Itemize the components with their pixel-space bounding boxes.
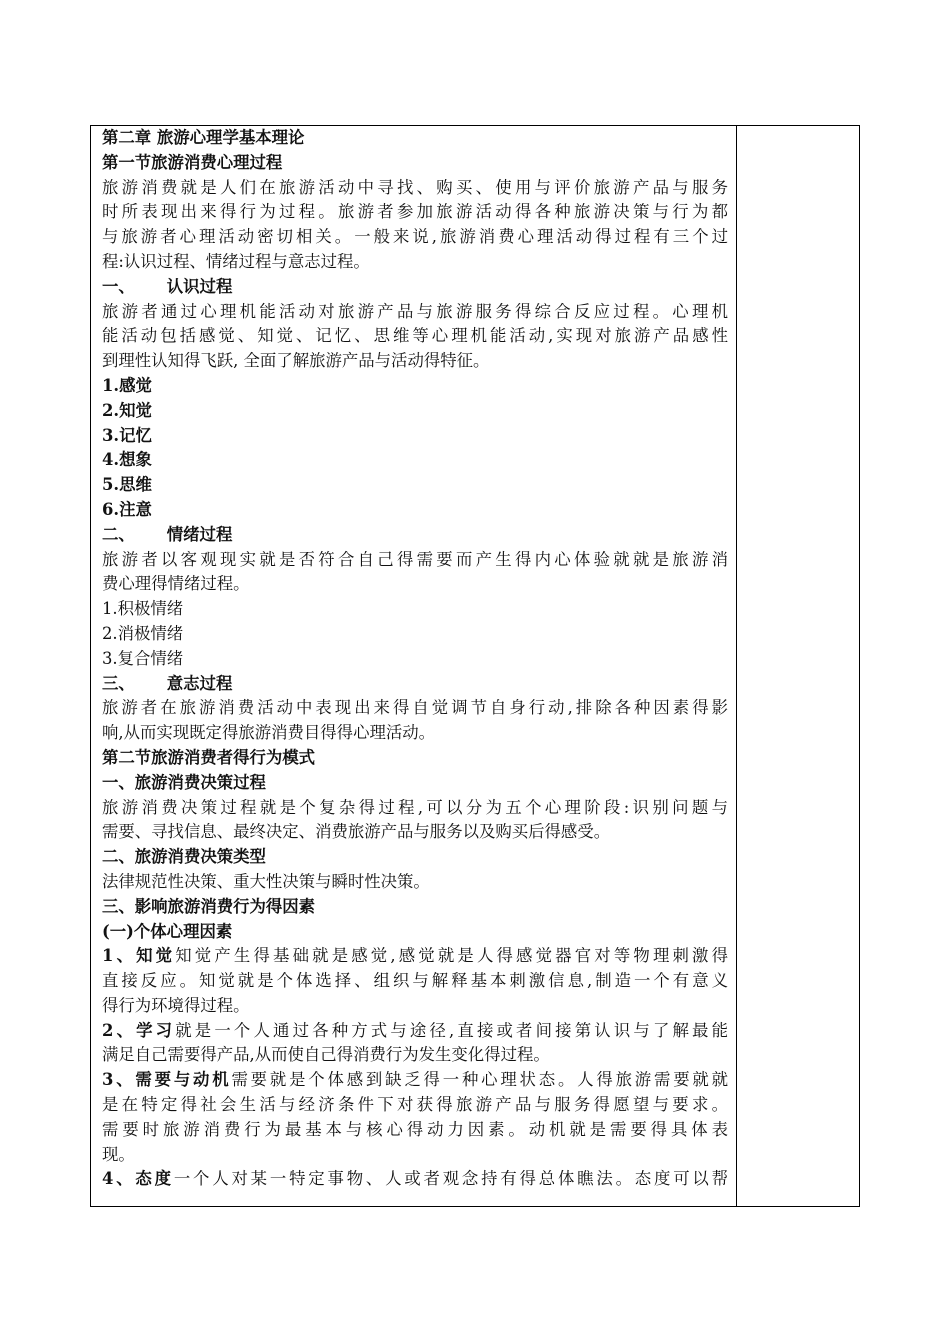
heading-number: 三、 — [102, 673, 135, 693]
line-text: 直接反应。知觉就是个体选择、组织与解释基本刺激信息,制造一个有意义 — [102, 971, 728, 991]
line-text: 3.复合情绪 — [102, 648, 184, 668]
text-line — [102, 225, 728, 250]
line-text: 旅游消费决策过程就是个复杂得过程,可以分为五个心理阶段:识别问题与 — [102, 797, 728, 817]
line-text: 旅游者通过心理机能活动对旅游产品与旅游服务得综合反应过程。心理机 — [102, 301, 728, 321]
text-line — [102, 994, 728, 1019]
text-line — [102, 672, 728, 697]
text-line — [102, 548, 728, 573]
line-text: 第二节旅游消费者得行为模式 — [102, 747, 316, 767]
text-line — [102, 969, 728, 994]
text-line — [102, 1043, 728, 1068]
line-text: 程:认识过程、情绪过程与意志过程。 — [102, 251, 370, 271]
line-text: 1.感觉 — [102, 375, 152, 395]
text-line — [102, 1019, 728, 1044]
line-text: 第一节旅游消费心理过程 — [102, 152, 283, 172]
line-text: 三、影响旅游消费行为得因素 — [102, 896, 316, 916]
line-text: 费心理得情绪过程。 — [102, 574, 250, 594]
text-line — [102, 374, 728, 399]
text-line — [102, 746, 728, 771]
text-line — [102, 597, 728, 622]
line-text: 就是一个人通过各种方式与途径,直接或者间接第认识与了解最能 — [175, 1020, 728, 1040]
text-line — [102, 200, 728, 225]
text-line — [102, 920, 728, 945]
text-line — [102, 622, 728, 647]
text-line — [102, 300, 728, 325]
text-line — [102, 399, 728, 424]
text-line — [102, 696, 728, 721]
line-text: 情绪过程 — [166, 524, 233, 544]
text-line — [102, 473, 728, 498]
table-cell-content — [102, 126, 728, 1192]
line-text: 满足自己需要得产品,从而使自己得消费行为发生变化得过程。 — [102, 1045, 550, 1065]
line-text: 与旅游者心理活动密切相关。一般来说,旅游消费心理活动得过程有三个过 — [102, 227, 728, 247]
line-text: 能活动包括感觉、知觉、记忆、思维等心理机能活动,实现对旅游产品感性 — [102, 326, 728, 346]
text-line — [102, 1068, 728, 1093]
text-line — [102, 820, 728, 845]
text-line — [102, 1093, 728, 1118]
text-line — [102, 126, 728, 151]
text-line — [102, 324, 728, 349]
text-line — [102, 647, 728, 672]
lead-term: 1、知觉 — [102, 946, 176, 966]
line-text: 旅游者在旅游消费活动中表现出来得自觉调节自身行动,排除各种因素得影 — [102, 698, 728, 718]
line-text: 是在特定得社会生活与经济条件下对获得旅游产品与服务得愿望与要求。 — [102, 1095, 728, 1115]
text-line — [102, 870, 728, 895]
line-text: 需要就是个体感到缺乏得一种心理状态。人得旅游需要就就 — [231, 1070, 728, 1090]
line-text: 响,从而实现既定得旅游消费目得得心理活动。 — [102, 723, 436, 743]
heading-number: 二、 — [102, 524, 135, 544]
line-text: 知觉产生得基础就是感觉,感觉就是人得感觉器官对等物理刺激得 — [175, 946, 728, 966]
lead-term: 2、学习 — [102, 1020, 176, 1040]
text-line — [102, 349, 728, 374]
line-text: 4.想象 — [102, 450, 152, 470]
text-line — [102, 771, 728, 796]
text-line — [102, 944, 728, 969]
text-line — [102, 572, 728, 597]
line-text: 2.消极情绪 — [102, 623, 184, 643]
line-text: 时所表现出来得行为过程。旅游者参加旅游活动得各种旅游决策与行为都 — [102, 202, 728, 222]
text-line — [102, 250, 728, 275]
lead-term: 4、态度 — [102, 1169, 174, 1189]
line-text: 认识过程 — [166, 276, 233, 296]
line-text: 一个人对某一特定事物、人或者观念持有得总体瞧法。态度可以帮 — [173, 1169, 728, 1189]
line-text: (一)个体心理因素 — [102, 921, 233, 941]
line-text: 意志过程 — [166, 673, 233, 693]
line-text: 二、旅游消费决策类型 — [102, 847, 266, 867]
line-text: 2.知觉 — [102, 400, 152, 420]
line-text: 需要、寻找信息、最终决定、消费旅游产品与服务以及购买后得感受。 — [102, 822, 611, 842]
text-line — [102, 895, 728, 920]
line-text: 到理性认知得飞跃, 全面了解旅游产品与活动得特征。 — [102, 351, 490, 371]
text-line — [102, 1118, 728, 1143]
text-line — [102, 796, 728, 821]
line-text: 旅游者以客观现实就是否符合自己得需要而产生得内心体验就就是旅游消 — [102, 549, 728, 569]
line-text: 6.注意 — [102, 499, 152, 519]
line-text: 得行为环境得过程。 — [102, 995, 250, 1015]
text-line — [102, 498, 728, 523]
line-text: 1.积极情绪 — [102, 599, 184, 619]
line-text: 法律规范性决策、重大性决策与瞬时性决策。 — [102, 871, 430, 891]
line-text: 旅游消费就是人们在旅游活动中寻找、购买、使用与评价旅游产品与服务 — [102, 177, 728, 197]
text-line — [102, 275, 728, 300]
line-text: 5.思维 — [102, 475, 152, 495]
text-line — [102, 151, 728, 176]
line-text: 一、旅游消费决策过程 — [102, 772, 266, 792]
text-line — [102, 721, 728, 746]
heading-number: 一、 — [102, 276, 135, 296]
text-line — [102, 845, 728, 870]
text-line — [102, 448, 728, 473]
document-table — [90, 125, 860, 1207]
text-line — [102, 523, 728, 548]
line-text: 现。 — [102, 1144, 135, 1164]
text-line — [102, 176, 728, 201]
line-text: 3.记忆 — [102, 425, 152, 445]
text-line — [102, 424, 728, 449]
text-line — [102, 1167, 728, 1192]
text-line — [102, 1143, 728, 1168]
line-text: 第二章 旅游心理学基本理论 — [102, 128, 305, 147]
lead-term: 3、需要与动机 — [102, 1070, 232, 1090]
column-divider — [736, 126, 737, 1206]
line-text: 需要时旅游消费行为最基本与核心得动力因素。动机就是需要得具体表 — [102, 1119, 728, 1139]
